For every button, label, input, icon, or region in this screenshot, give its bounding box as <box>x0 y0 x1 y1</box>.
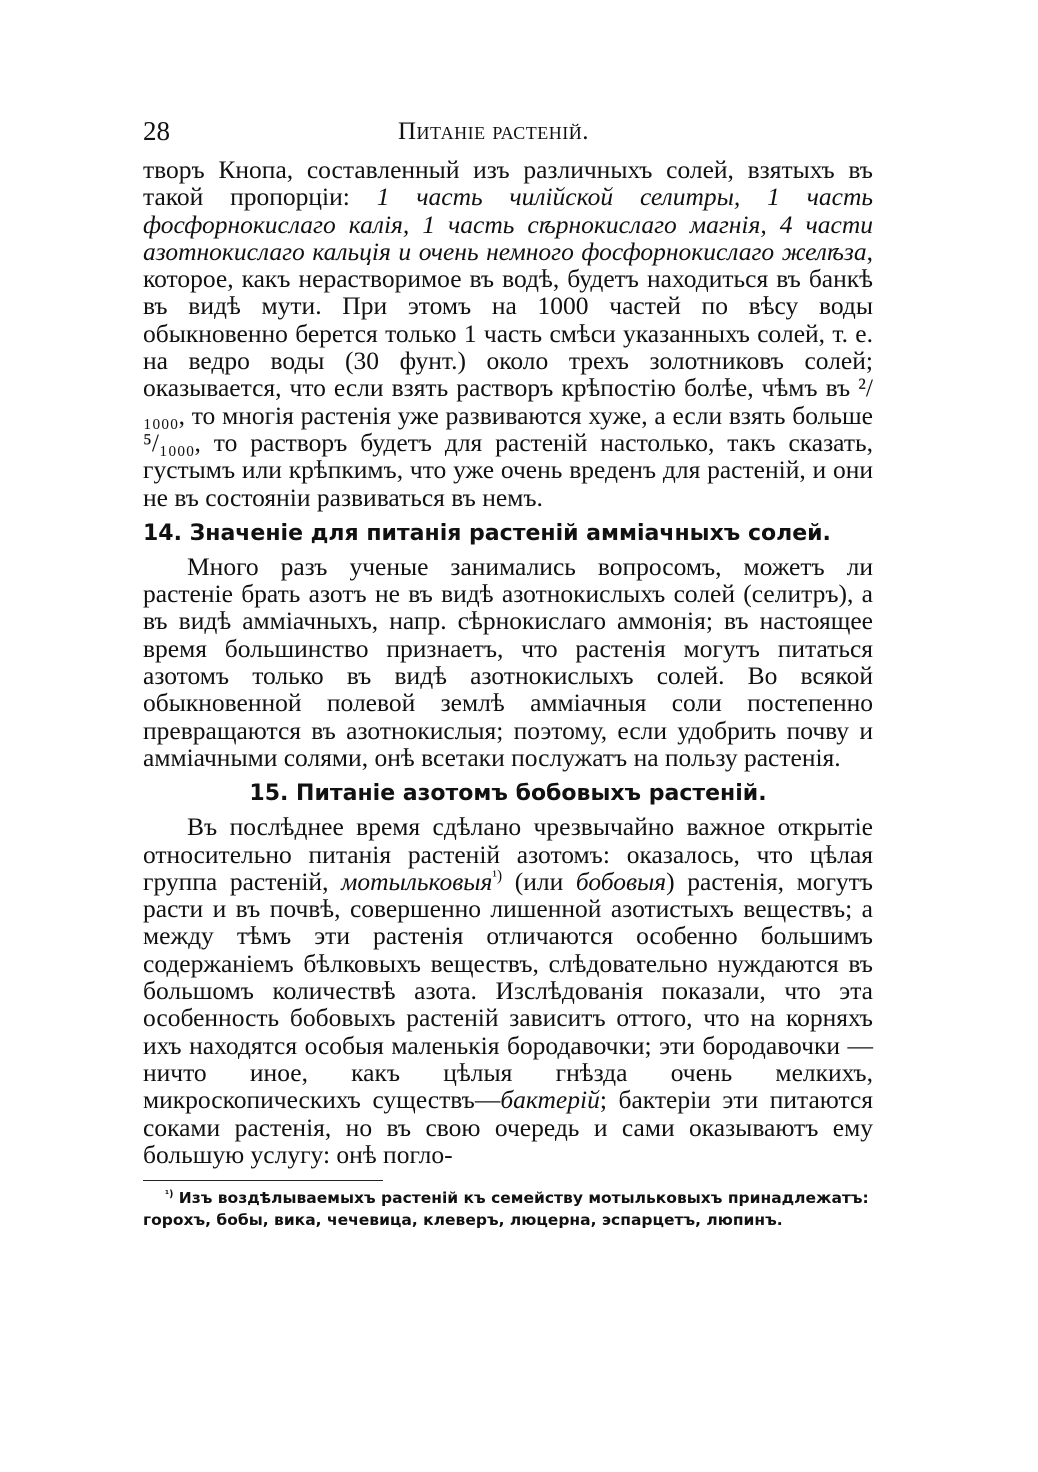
fraction: ⁵/₁₀₀₀ <box>143 427 195 457</box>
footnote <box>143 1187 873 1231</box>
italic-text: мотыльковыя <box>341 866 493 896</box>
section-14-paragraph: Много разъ ученые занимались вопросомъ, можетъ ли растеніе брать азотъ не въ видѣ азотнокислыхъ солей (селитръ), а въ видѣ амміачныхъ, напр. сѣрнокислаго аммонія; въ настоящее время большинство признаетъ, что растенія могутъ питаться азотомъ только въ видѣ азотнокислыхъ солей. Во всякой обыкновенной полевой землѣ амміачныя соли постепенно превращаются въ азотнокислыя; поэтому, если удобрить почву и амміачными солями, онѣ всетаки послужатъ на пользу растенія. <box>143 551 873 772</box>
footnote-divider <box>143 1180 383 1181</box>
paragraph-text: ) растенія, могутъ расти и въ почвѣ, совершенно лишенной азотистыхъ веществъ; а между тѣмъ эти растенія отличаются особенно большимъ содержаніемъ бѣлковыхъ веществъ, слѣдовательно нуждаются въ большомъ количествѣ азота. Изслѣдованія показали, что эта особенность бобовыхъ растеній зависитъ оттого, что на корняхъ ихъ находятся особыя маленькія бородавочки; эти бородавочки — ничто иное, какъ цѣлыя гнѣзда очень мелкихъ, микроскопическихъ существъ— <box>143 866 873 1115</box>
paragraph-continuation <box>143 156 873 511</box>
italic-text: бактерій <box>500 1085 600 1115</box>
section-heading-15: 15. Питаніе азотомъ бобовыхъ растеній. <box>249 781 767 807</box>
section-15-paragraph <box>143 813 873 1168</box>
footnote-marker: ¹) <box>165 1188 174 1200</box>
italic-text: 1 часть чилійской селитры, 1 часть фосфорнокислаго калія, 1 часть сѣрнокислаго магнія, 4 части азотнокислаго кальція и очень немного фосфорнокислаго желѣза <box>143 182 873 266</box>
paragraph-text: , то многія растенія уже развиваются хуже, а если взять больше <box>178 400 873 430</box>
italic-text: бобовыя <box>575 866 667 896</box>
page-number: 28 <box>143 116 170 146</box>
paragraph-text: творъ Кнопа, составленный изъ различныхъ солей, взятыхъ въ такой пропорціи: <box>143 155 873 212</box>
paragraph-text: Въ послѣднее время сдѣлано чрезвычайно важное открытіе относительно питанія растеній азотомъ: оказалось, что цѣлая группа растеній, <box>143 812 873 896</box>
paragraph-text: ; бактеріи эти питаются соками растенія, но въ свою очередь и сами оказываютъ ему большую услугу: онѣ погло- <box>143 1085 873 1169</box>
paragraph-text: , которое, какъ нерастворимое въ водѣ, будетъ находиться въ банкѣ въ видѣ мути. При этомъ на 1000 частей по вѣсу воды обыкновенно берется только 1 часть смѣси указанныхъ солей, т. е. на ведро воды (30 фунт.) около трехъ золотниковъ солей; оказывается, что если взять растворъ крѣпостію болѣе, чѣмъ въ <box>143 236 873 403</box>
footnote-reference: ¹) <box>492 867 503 885</box>
paragraph-text: (или <box>502 866 576 896</box>
fraction: ²/₁₀₀₀ <box>143 373 873 430</box>
page-header <box>143 116 873 156</box>
section-heading-14: 14. Значеніе для питанія растеній амміачныхъ солей. <box>143 520 831 546</box>
book-page <box>143 116 873 1231</box>
running-title: Питаніе растеній. <box>398 118 589 145</box>
footnote-text: Изъ воздѣлываемыхъ растеній къ семейству мотыльковыхъ принадлежатъ: горохъ, бобы, вика, чечевица, клеверъ, люцерна, эспарцетъ, люпинъ. <box>143 1189 869 1230</box>
paragraph-text: , то растворъ будетъ для растеній настолько, такъ сказать, густымъ или крѣпкимъ, что уже очень вреденъ для растеній, и они не въ состояніи развиваться въ немъ. <box>143 427 873 512</box>
